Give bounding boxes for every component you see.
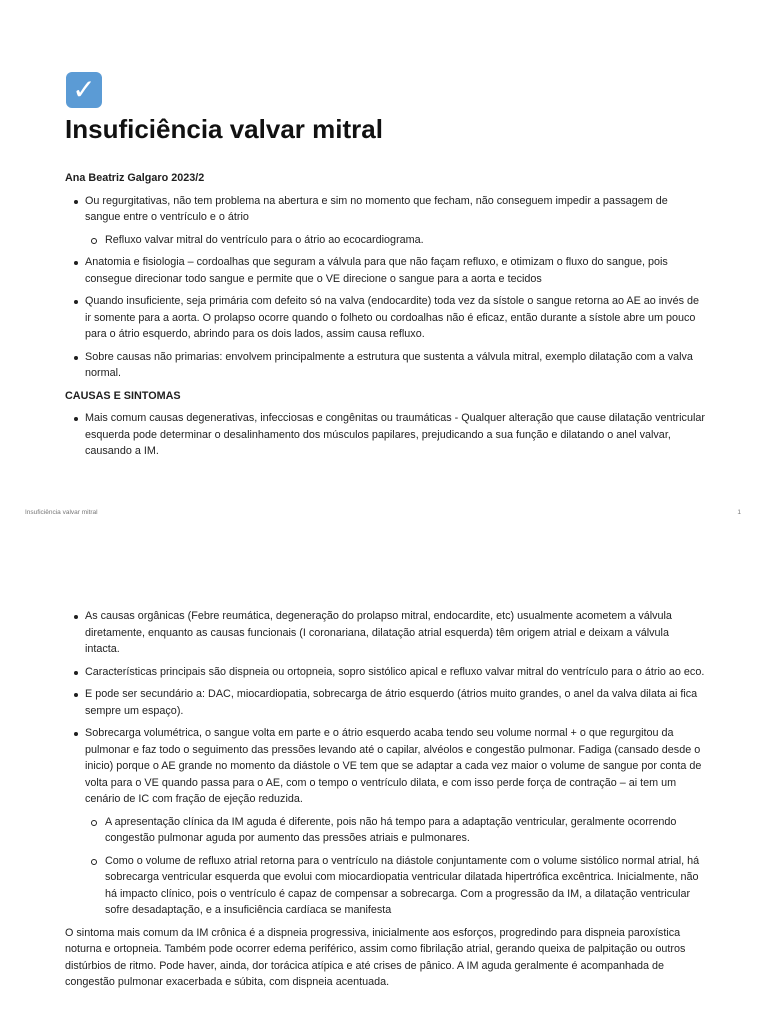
bullet-list xyxy=(65,608,705,919)
author-line: Ana Beatriz Galgaro 2023/2 xyxy=(65,172,205,184)
page-title: Insuficiência valvar mitral xyxy=(65,114,383,144)
sub-list-item: Como o volume de refluxo atrial retorna para o ventrículo na diástole conjuntamente com o volume sistólico normal atrial, há sobrecarga ventricular esquerda que evolui com miocardiopatia ventricular dilatada hipertrófica excêntrica. Inicialmente, não há impacto clínico, pois o ventrículo é capaz de compensar a sobrecarga. Com a progressão da IM, a dilatação ventricular sofre desadaptação, e a insuficiência cardíaca se manifesta xyxy=(65,853,705,919)
page-number: 1 xyxy=(737,509,741,516)
bullet-list xyxy=(65,410,705,460)
sub-list xyxy=(65,232,705,249)
sub-list-item: A apresentação clínica da IM aguda é diferente, pois não há tempo para a adaptação ventricular, geralmente ocorrendo congestão pulmonar aguda por aumento das pressões atriais e pulmonares. xyxy=(65,814,705,847)
sub-list xyxy=(65,814,705,919)
page-footer-title: Insuficiência valvar mitral xyxy=(25,509,98,516)
list-item: Quando insuficiente, seja primária com defeito só na valva (endocardite) toda vez da sístole o sangue retorna ao AE ao invés de ir somente para a aorta. O prolapso ocorre quando o folheto ou cordoalhas não é eficaz, então durante a sístole abre um pouco para o átrio esquerdo, abrindo para os dois lados, assim causa refluxo. xyxy=(65,293,705,343)
list-item: Sobrecarga volumétrica, o sangue volta em parte e o átrio esquerdo acaba tendo seu volume normal + o que regurgitou da pulmonar e faz todo o seguimento das pressões levando até o capilar, alvéolos e congestão pulmonar. Fadiga (cansado desde o inicio) porque o AE grande no momento da diástole o VE tem que se adaptar a cada vez maior o volume de sangue por conta de volta para o VE quando passa para o AE, com o tempo o ventrículo dilata, e com isso perde força de contração – ai tem um cenário de IC com fração de ejeção reduzida. A apresentação clínica da IM aguda é diferente, pois não há tempo para a adaptação ventricular, geralmente ocorrendo congestão pulmonar aguda por aumento das pressões atriais e pulmonares. Como o volume de refluxo atrial retorna para o ventrículo na diástole conjuntamente com o volume sistólico normal atrial, há sobrecarga ventricular esquerda que evolui com miocardiopatia ventricular dilatada hipertrófica excêntrica. Inicialmente, não há impacto clínico, pois o ventrículo é capaz de compensar a sobrecarga. Com a progressão da IM, a dilatação ventricular sofre desadaptação, e a insuficiência cardíaca se manifesta xyxy=(65,725,705,919)
list-item: Anatomia e fisiologia – cordoalhas que seguram a válvula para que não façam refluxo, e otimizam o fluxo do sangue, pois consegue direcionar todo sangue e permite que o VE direcione o sangue para a aorta e tecidos xyxy=(65,254,705,287)
checkbox-checked-icon: ✓ xyxy=(66,72,102,108)
list-item: Mais comum causas degenerativas, infecciosas e congênitas ou traumáticas - Qualquer alteração que cause dilatação ventricular esquerda pode determinar o desalinhamento dos músculos papilares, prejudicando a sua função e dilatando o anel valvar, causando a IM. xyxy=(65,410,705,460)
list-item: As causas orgânicas (Febre reumática, degeneração do prolapso mitral, endocardite, etc) usualmente acometem a válvula diretamente, enquanto as causas funcionais (I coronariana, dilatação atrial esquerda) têm origem atrial e deixam a válvula intacta. xyxy=(65,608,705,658)
page2-content xyxy=(65,608,705,991)
bullet-list xyxy=(65,193,705,382)
page1-content xyxy=(65,170,705,460)
list-item: Sobre causas não primarias: envolvem principalmente a estrutura que sustenta a válvula mitral, exemplo dilatação com a valva normal. xyxy=(65,349,705,382)
body-paragraph: O sintoma mais comum da IM crônica é a dispneia progressiva, inicialmente aos esforços, progredindo para dispneia paroxística noturna e ortopneia. Também pode ocorrer edema periférico, assim como fibrilação atrial, gerando queixa de palpitação ou outros distúrbios de ritmo. Pode haver, ainda, dor torácica atípica e até crises de pânico. A IM aguda geralmente é acompanhada de congestão pulmonar exacerbada e súbita, com dispneia acentuada. xyxy=(65,926,686,988)
sub-list-item: Refluxo valvar mitral do ventrículo para o átrio ao ecocardiograma. xyxy=(65,232,705,249)
document-page-2 xyxy=(0,580,768,1024)
section-heading: CAUSAS E SINTOMAS xyxy=(65,389,181,402)
page-separator xyxy=(0,530,768,580)
list-item: Características principais são dispneia ou ortopneia, sopro sistólico apical e refluxo valvar mitral do ventrículo para o átrio ao eco. xyxy=(65,664,705,681)
list-item: E pode ser secundário a: DAC, miocardiopatia, sobrecarga de átrio esquerdo (átrios muito grandes, o anel da valva dilata ai fica sempre um espaço). xyxy=(65,686,705,719)
list-item: Ou regurgitativas, não tem problema na abertura e sim no momento que fecham, não conseguem impedir a passagem de sangue entre o ventrículo e o átrio Refluxo valvar mitral do ventrículo para o átrio ao ecocardiograma. xyxy=(65,193,705,249)
